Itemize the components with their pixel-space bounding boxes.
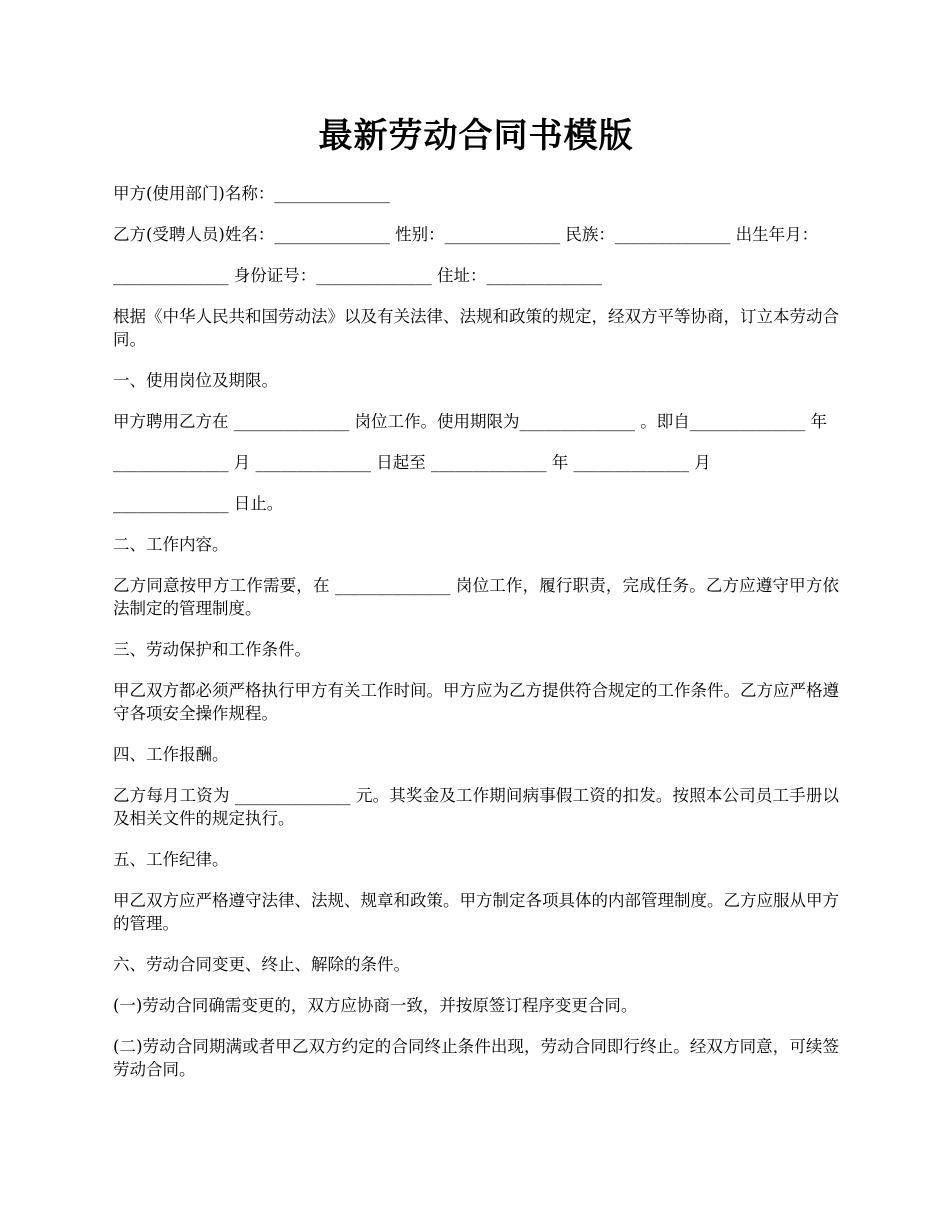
document-title: 最新劳动合同书模版 xyxy=(318,116,634,156)
party-b-id-address-line: ______________ 身份证号：______________ 住址：______________ xyxy=(113,266,602,285)
preamble-paragraph: 根据《中华人民共和国劳动法》以及有关法律、法规和政策的规定，经双方平等协商，订立本劳动合同。 xyxy=(113,307,839,349)
section-heading-2: 二、工作内容。 xyxy=(113,535,229,554)
document-page xyxy=(113,112,839,1099)
section-3-paragraph: 甲乙双方都必须严格执行甲方有关工作时间。甲方应为乙方提供符合规定的工作条件。乙方应严格遵守各项安全操作规程。 xyxy=(113,681,839,723)
section-1-end-line: ______________ 日止。 xyxy=(113,494,284,513)
party-b-info-line: 乙方(受聘人员)姓名：______________ 性别：______________ 民族：______________ 出生年月： xyxy=(113,225,819,244)
section-4-paragraph: 乙方每月工资为 ______________ 元。其奖金及工作期间病事假工资的扣发。按照本公司员工手册以及相关文件的规定执行。 xyxy=(113,786,839,828)
section-1-paragraph: 甲方聘用乙方在 ______________ 岗位工作。使用期限为______________ 。即自______________ 年 xyxy=(113,412,827,431)
section-heading-1: 一、使用岗位及期限。 xyxy=(113,371,278,390)
section-6-clause-2: (二)劳动合同期满或者甲乙双方约定的合同终止条件出现，劳动合同即行终止。经双方同意，可续签劳动合同。 xyxy=(113,1037,839,1079)
section-heading-3: 三、劳动保护和工作条件。 xyxy=(113,640,311,659)
section-2-paragraph: 乙方同意按甲方工作需要，在 ______________ 岗位工作，履行职责，完成任务。乙方应遵守甲方依法制定的管理制度。 xyxy=(113,576,839,618)
section-heading-6: 六、劳动合同变更、终止、解除的条件。 xyxy=(113,955,410,974)
party-a-name-line: 甲方(使用部门)名称：______________ xyxy=(113,184,390,203)
section-1-date-line: ______________ 月 ______________ 日起至 ______________ 年 ______________ 月 xyxy=(113,453,711,472)
section-5-paragraph: 甲乙双方应严格遵守法律、法规、规章和政策。甲方制定各项具体的内部管理制度。乙方应服从甲方的管理。 xyxy=(113,891,839,933)
section-6-clause-1: (一)劳动合同确需变更的，双方应协商一致，并按原签订程序变更合同。 xyxy=(113,996,638,1015)
section-heading-4: 四、工作报酬。 xyxy=(113,745,229,764)
section-heading-5: 五、工作纪律。 xyxy=(113,850,229,869)
